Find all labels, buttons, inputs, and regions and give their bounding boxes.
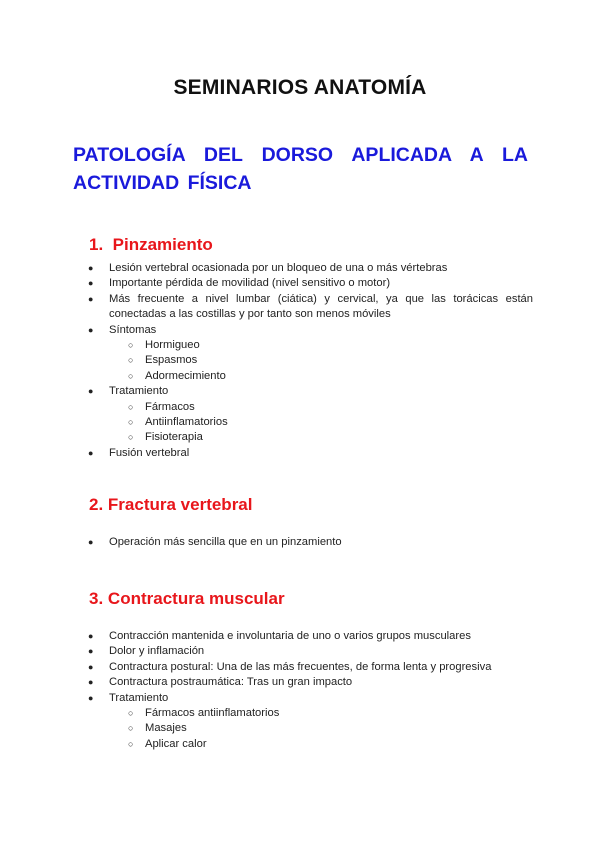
list-item: ● Contractura postraumática: Tras un gran impacto <box>73 675 533 690</box>
document-title: SEMINARIOS ANATOMÍA <box>173 76 427 99</box>
sub-list-item: ○ Fisioterapia <box>109 430 533 445</box>
bullet-icon: ● <box>88 447 94 458</box>
bullet-icon: ● <box>88 661 94 672</box>
section-fractura <box>73 495 533 550</box>
list-item: ● Contractura postural: Una de las más frecuentes, de forma lenta y progresiva <box>73 660 533 675</box>
sub-list-item: ○ Fármacos antiinflamatorios <box>109 706 533 721</box>
hollow-bullet-icon: ○ <box>128 432 134 443</box>
sub-list-item: ○ Fármacos <box>109 400 533 415</box>
bullet-icon: ● <box>88 631 94 641</box>
list-item: ● Fusión vertebral <box>73 446 533 461</box>
list-item: ● Dolor y inflamación <box>73 644 533 659</box>
section-number: 3. <box>89 589 104 608</box>
list-item: ● Tratamiento <box>73 384 533 399</box>
sub-list-item: ○ Aplicar calor <box>109 737 533 752</box>
list-item: ● Síntomas <box>73 323 533 338</box>
tratamiento-list <box>73 400 533 446</box>
sub-list-item: ○ Hormigueo <box>109 338 533 353</box>
tratamiento-list <box>73 706 533 752</box>
sub-list-item: ○ Adormecimiento <box>109 369 533 384</box>
bullet-icon: ● <box>88 692 94 703</box>
bullet-icon: ● <box>88 278 94 289</box>
bullet-icon: ● <box>88 324 94 335</box>
bullet-icon: ● <box>88 263 94 273</box>
hollow-bullet-icon: ○ <box>128 417 134 428</box>
sublist-wrapper <box>73 400 533 446</box>
list-item: ● Lesión vertebral ocasionada por un bloqueo de una o más vértebras <box>73 261 533 276</box>
document-subtitle: PATOLOGÍA DEL DORSO APLICADA A LA ACTIVIDAD FÍSICA <box>73 144 528 194</box>
sintomas-list <box>73 338 533 384</box>
hollow-bullet-icon: ○ <box>128 401 134 412</box>
bullet-icon: ● <box>88 386 94 397</box>
hollow-bullet-icon: ○ <box>128 340 134 351</box>
list-item: ● Importante pérdida de movilidad (nivel sensitivo o motor) <box>73 276 533 291</box>
pinzamiento-list <box>73 261 533 461</box>
sub-list-item: ○ Masajes <box>109 721 533 736</box>
hollow-bullet-icon: ○ <box>128 738 134 749</box>
section-heading: Pinzamiento <box>112 235 213 254</box>
list-item: ● Contracción mantenida e involuntaria de uno o varios grupos musculares <box>73 629 533 644</box>
section-number: 1. <box>89 235 104 254</box>
fractura-list <box>73 535 533 550</box>
section-title <box>73 589 533 609</box>
bullet-icon: ● <box>88 646 94 657</box>
section-heading: Fractura vertebral <box>107 495 253 514</box>
section-contractura <box>73 589 533 752</box>
contractura-list <box>73 629 533 752</box>
hollow-bullet-icon: ○ <box>128 355 134 366</box>
list-item: ● Más frecuente a nivel lumbar (ciática) y cervical, ya que las torácicas están conectadas a las costillas y por tanto son menos móviles <box>88 292 533 321</box>
sub-list-item: ○ Espasmos <box>109 353 533 368</box>
hollow-bullet-icon: ○ <box>128 723 134 734</box>
list-item: ● Tratamiento <box>73 691 533 706</box>
hollow-bullet-icon: ○ <box>128 370 134 381</box>
hollow-bullet-icon: ○ <box>128 708 134 719</box>
bullet-icon: ● <box>88 677 94 688</box>
section-heading: Contractura muscular <box>107 589 285 608</box>
bullet-icon: ● <box>88 537 94 547</box>
list-item: ● Operación más sencilla que en un pinzamiento <box>73 535 533 550</box>
section-title <box>73 495 533 515</box>
sub-list-item: ○ Antiinflamatorios <box>109 415 533 430</box>
sublist-wrapper <box>73 706 533 752</box>
sublist-wrapper <box>73 338 533 384</box>
section-title <box>73 235 533 255</box>
section-number: 2. <box>89 495 104 514</box>
section-pinzamiento <box>73 235 533 461</box>
bullet-icon: ● <box>88 293 94 304</box>
